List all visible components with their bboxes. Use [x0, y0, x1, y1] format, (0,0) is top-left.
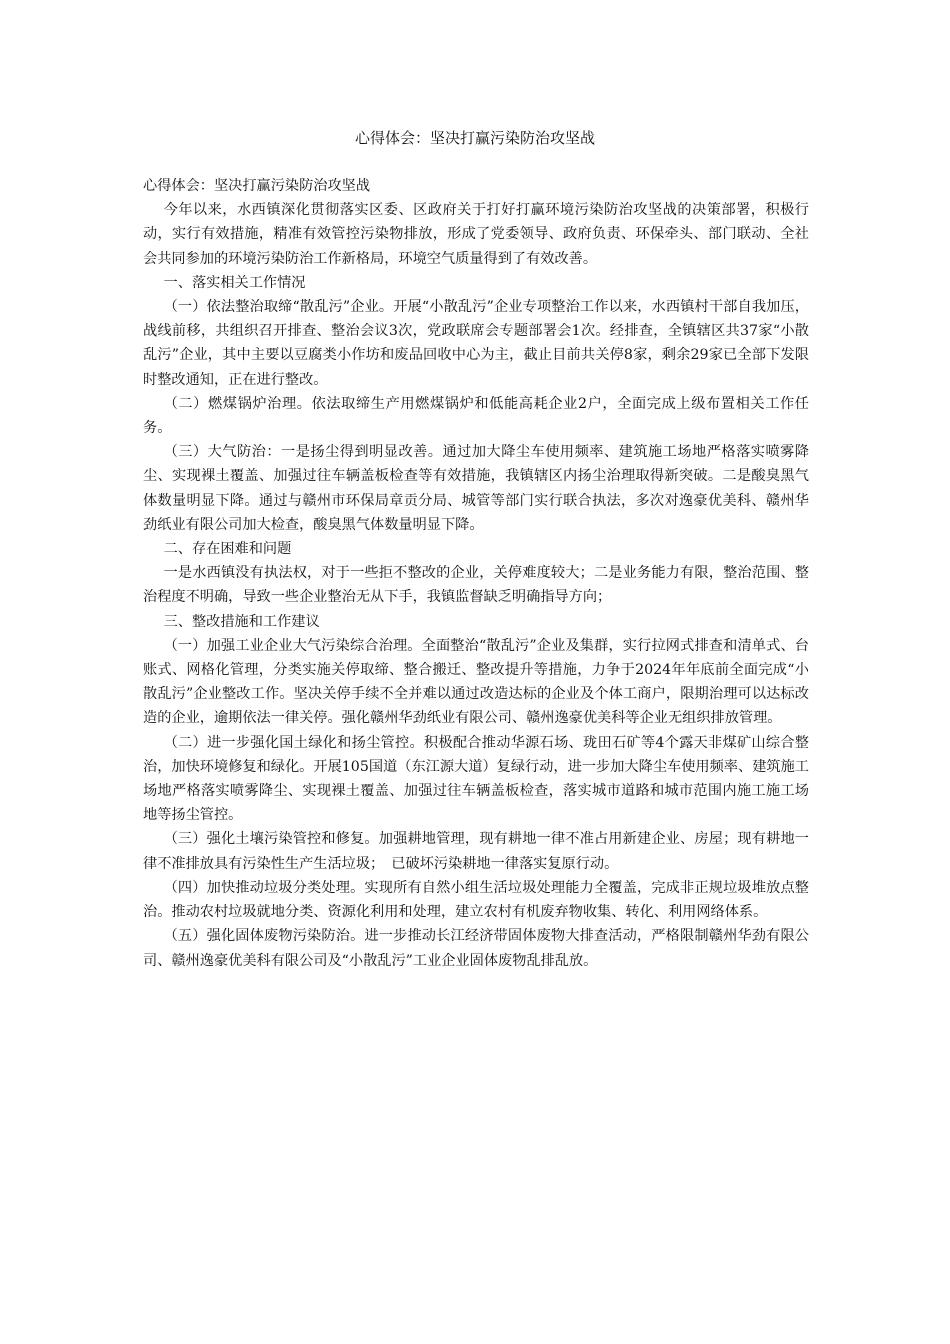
paragraph: （五）强化固体废物污染防治。进一步推动长江经济带固体废物大排查活动，严格限制赣州华劲有限公司、赣州逸豪优美科有限公司及“小散乱污”工业企业固体废物乱排乱放。: [143, 928, 809, 969]
paragraph: （三）强化土壤污染管控和修复。加强耕地管理，现有耕地一律不准占用新建企业、房屋；现有耕地一律不准排放具有污染性生产生活垃圾； 已破坏污染耕地一律落实复原行动。: [143, 831, 809, 872]
paragraph: （四）加快推动垃圾分类处理。实现所有自然小组生活垃圾处理能力全覆盖，完成非正规垃圾堆放点整治。推动农村垃圾就地分类、资源化利用和处理，建立农村有机废弃物收集、转化、利用网络体系。: [143, 879, 809, 921]
document-title: 心得体会：坚决打赢污染防治攻坚战: [354, 129, 595, 147]
body-heading: 心得体会：坚决打赢污染防治攻坚战: [143, 178, 371, 194]
paragraph: （三）大气防治：一是扬尘得到明显改善。通过加大降尘车使用频率、建筑施工场地严格落实喷雾降尘、实现裸土覆盖、加强过往车辆盖板检查等有效措施，我镇辖区内扬尘治理取得新突破。二是酸臭黑气体数量明显下降。通过与赣州市环保局章贡分局、城管等部门实行联合执法，多次对逸豪优美科、赣州华劲纸业有限公司加大检查，酸臭黑气体数量明显下降。: [143, 444, 809, 533]
document-body: [143, 174, 809, 973]
section-heading-1: 一、落实相关工作情况: [163, 274, 306, 291]
paragraph: 一是水西镇没有执法权，对于一些拒不整改的企业，关停难度较大；二是业务能力有限，整治范围、整治程度不明确，导致一些企业整治无从下手，我镇监督缺乏明确指导方向；: [143, 565, 809, 606]
section-heading-2: 二、存在困难和问题: [163, 541, 292, 558]
intro-paragraph: 今年以来，水西镇深化贯彻落实区委、区政府关于打好打赢环境污染防治攻坚战的决策部署，积极行动，实行有效措施，精准有效管控污染物排放，形成了党委领导、政府负责、环保牵头、部门联动、全社会共同参加的环境污染防治工作新格局，环境空气质量得到了有效改善。: [143, 202, 809, 267]
paragraph: （一）依法整治取缔“散乱污”企业。开展“小散乱污”企业专项整治工作以来，水西镇村干部自我加压，战线前移，共组织召开排查、整治会议3次，党政联席会专题部署会1次。经排查，全镇辖区共37家“小散乱污”企业，其中主要以豆腐类小作坊和废品回收中心为主，截止目前共关停8家，剩余29家已全部下发限时整改通知，正在进行整改。: [143, 299, 809, 388]
section-heading-3: 三、整改措施和工作建议: [163, 613, 320, 630]
paragraph: （一）加强工业企业大气污染综合治理。全面整治“散乱污”企业及集群，实行拉网式排查和清单式、台账式、网格化管理，分类实施关停取缔、整合搬迁、整改提升等措施，力争于2024年年底前全面完成“小散乱污”企业整改工作。坚决关停手续不全并难以通过改造达标的企业及个体工商户，限期治理可以达标改造的企业，逾期依法一律关停。强化赣州华劲纸业有限公司、赣州逸豪优美科等企业无组织排放管理。: [143, 637, 809, 727]
paragraph: （二）燃煤锅炉治理。依法取缔生产用燃煤锅炉和低能高耗企业2户，全面完成上级布置相关工作任务。: [143, 395, 809, 437]
paragraph: （二）进一步强化国土绿化和扬尘管控。积极配合推动华源石场、珑田石矿等4个露天非煤矿山综合整治，加快环境修复和绿化。开展105国道（东江源大道）复绿行动，进一步加大降尘车使用频率、建筑施工场地严格落实喷雾降尘、实现裸土覆盖、加强过往车辆盖板检查，落实城市道路和城市范围内施工施工场地等扬尘管控。: [143, 734, 809, 824]
